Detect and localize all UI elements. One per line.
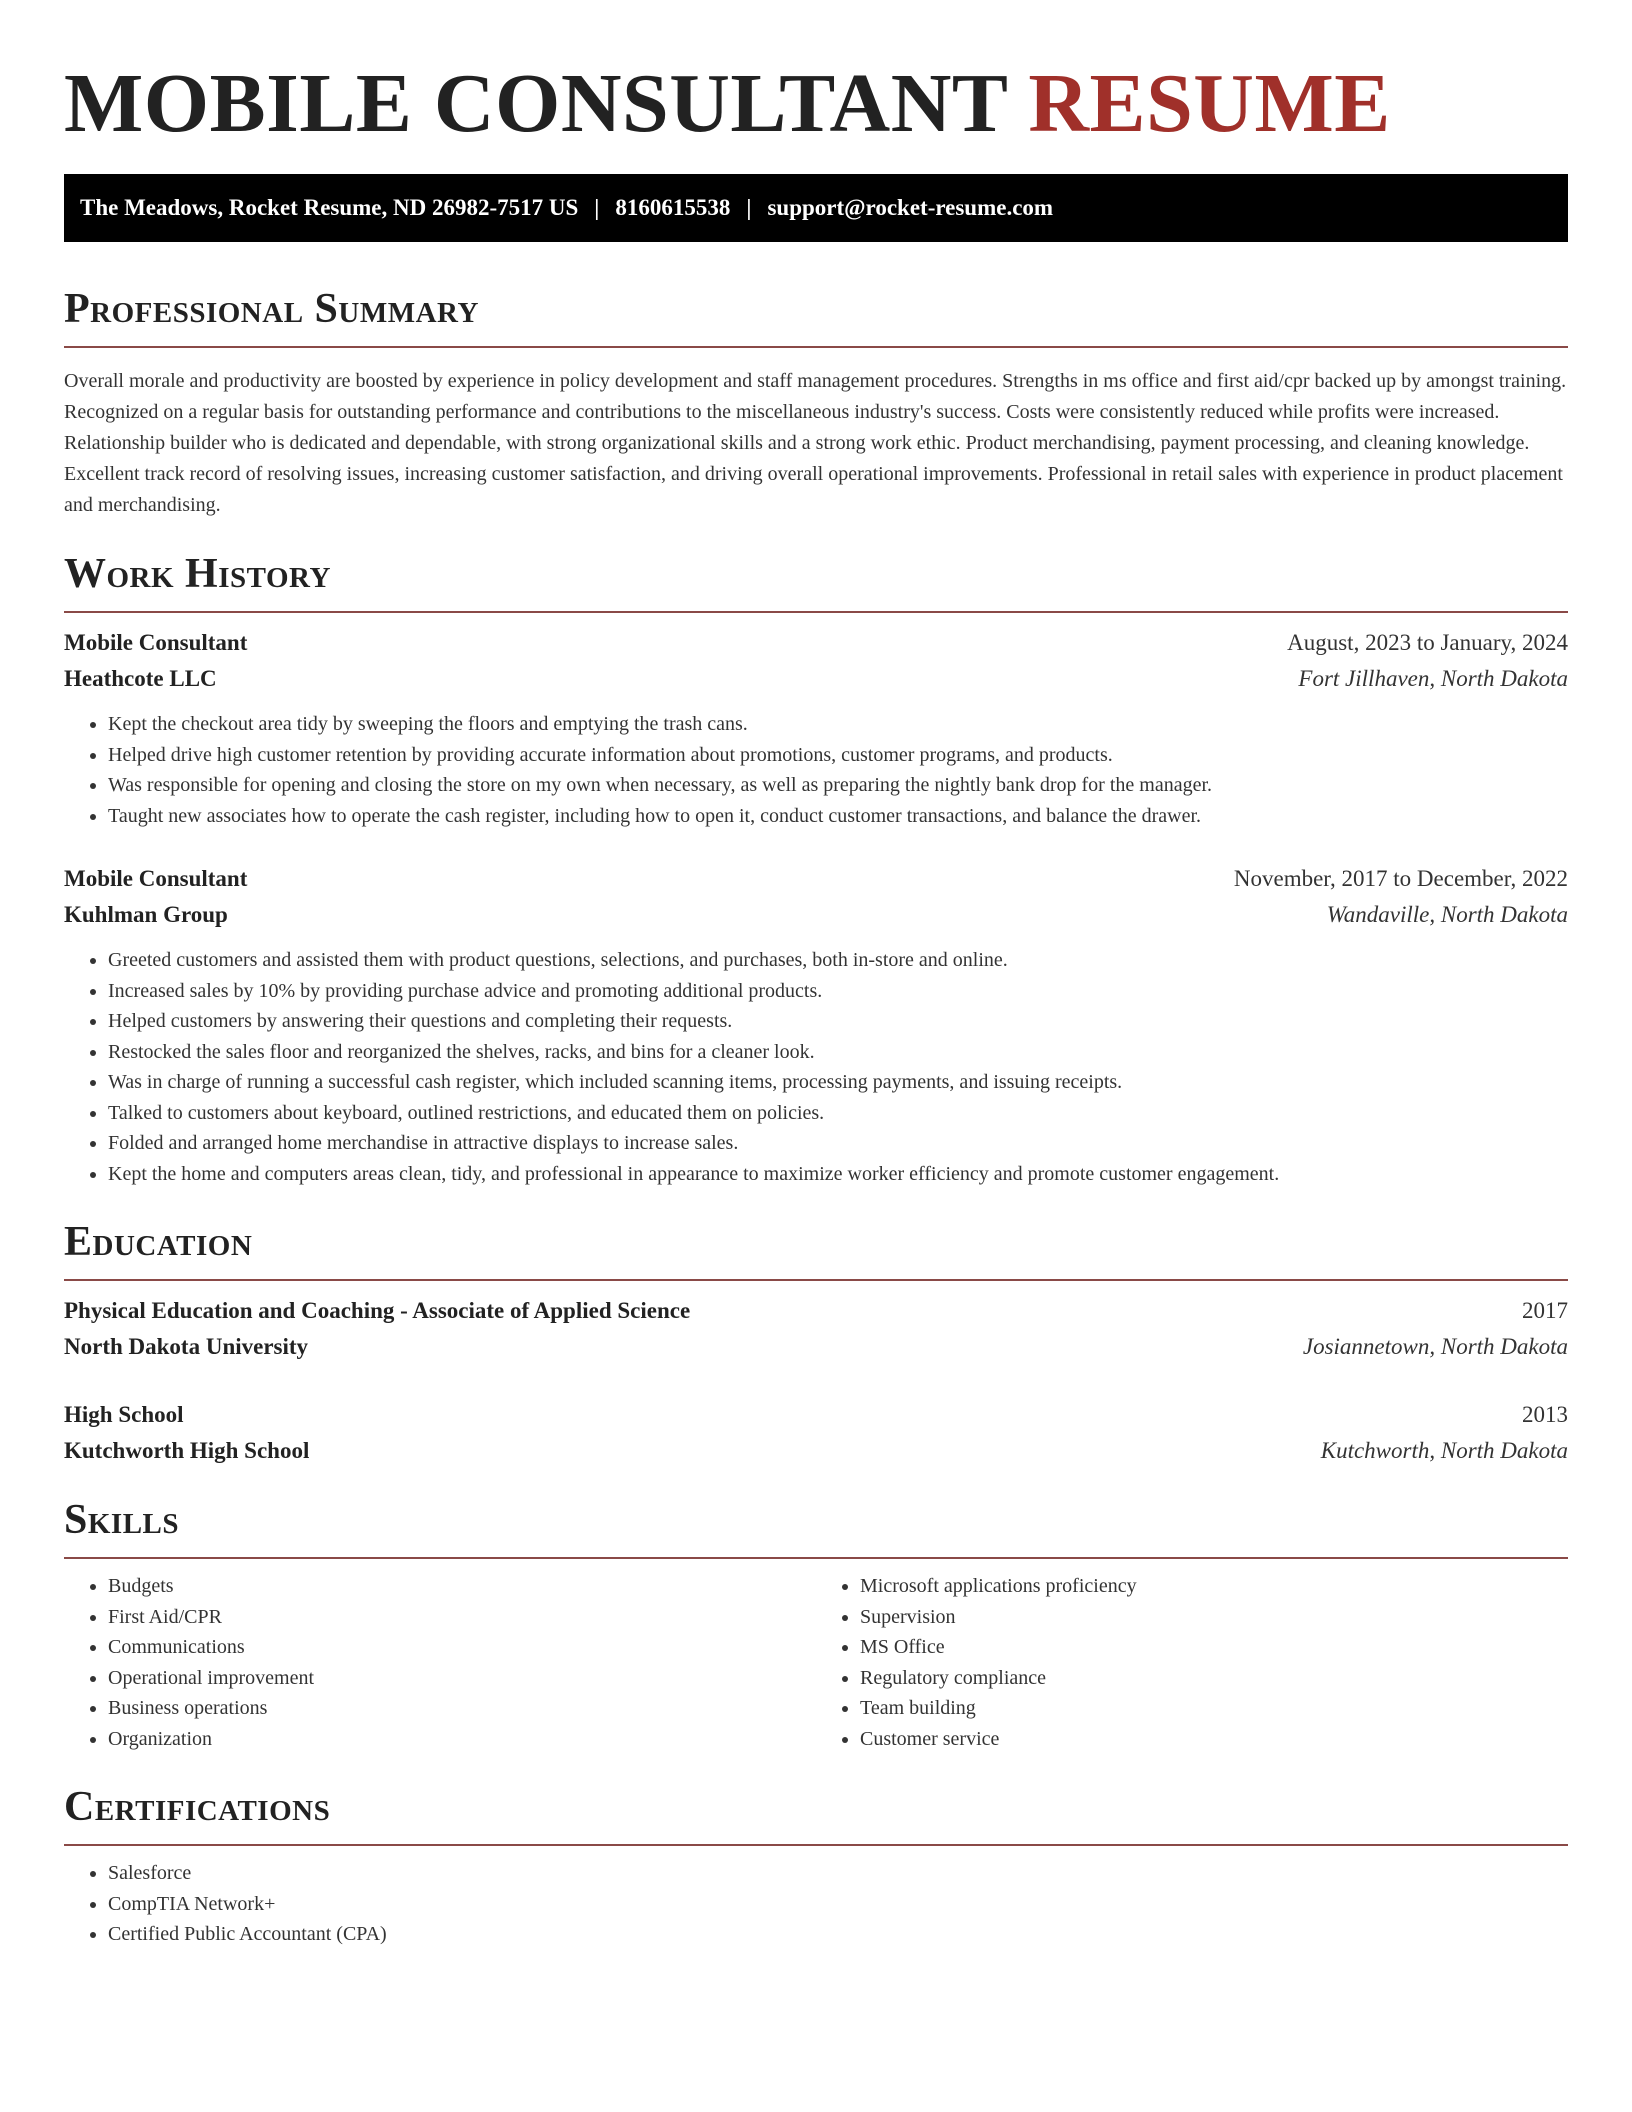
skill-item: • Budgets — [108, 1571, 816, 1602]
education-entry — [64, 1397, 1568, 1469]
summary-heading: Professional Summary — [64, 286, 479, 332]
section-divider — [64, 1557, 1568, 1559]
skill-item: • First Aid/CPR — [108, 1602, 816, 1633]
contact-address: The Meadows, Rocket Resume, ND 26982-7517 US — [80, 195, 579, 220]
job-bullet: • Talked to customers about keyboard, outlined restrictions, and educated them on policies. — [108, 1098, 1568, 1129]
job-bullet: • Folded and arranged home merchandise in attractive displays to increase sales. — [108, 1128, 1568, 1159]
job-company-row — [64, 661, 1568, 697]
skills-heading: Skills — [64, 1497, 180, 1543]
job-header-row — [64, 625, 1568, 661]
job-bullets — [64, 709, 1568, 831]
skill-item: • Regulatory compliance — [860, 1663, 1568, 1694]
section-divider — [64, 611, 1568, 613]
contact-separator: | — [594, 195, 600, 220]
certification-item: • Salesforce — [108, 1858, 1568, 1889]
education-year: 2017 — [1522, 1298, 1568, 1323]
section-divider — [64, 346, 1568, 348]
certification-item: • Certified Public Accountant (CPA) — [108, 1919, 1568, 1950]
job-bullet: • Helped customers by answering their questions and completing their requests. — [108, 1006, 1568, 1037]
contact-phone: 8160615538 — [615, 195, 731, 220]
section-divider — [64, 1844, 1568, 1846]
job-dates: August, 2023 to January, 2024 — [1287, 630, 1568, 655]
education-degree-row — [64, 1293, 1568, 1329]
job-bullet: • Helped drive high customer retention by providing accurate information about promotions, customer programs, and products. — [108, 740, 1568, 771]
job-company: Heathcote LLC — [64, 666, 217, 691]
job-bullet: • Kept the home and computers areas clean, tidy, and professional in appearance to maximize worker efficiency and promote customer engagement. — [108, 1159, 1568, 1190]
contact-email[interactable]: support@rocket-resume.com — [767, 195, 1054, 220]
education-location: Kutchworth, North Dakota — [1320, 1438, 1568, 1463]
job-location: Fort Jillhaven, North Dakota — [1298, 666, 1568, 691]
education-year: 2013 — [1522, 1402, 1568, 1427]
job-entry — [64, 861, 1568, 1189]
job-company-row — [64, 897, 1568, 933]
education-school-row — [64, 1329, 1568, 1365]
skill-item: • Communications — [108, 1632, 816, 1663]
skill-item: • Operational improvement — [108, 1663, 816, 1694]
job-bullet: • Taught new associates how to operate the cash register, including how to open it, conduct customer transactions, and balance the drawer. — [108, 801, 1568, 832]
contact-bar — [64, 174, 1568, 242]
job-bullets — [64, 945, 1568, 1189]
skills-column-left — [64, 1571, 816, 1754]
skill-item: • Business operations — [108, 1693, 816, 1724]
contact-separator: | — [746, 195, 752, 220]
education-school: North Dakota University — [64, 1334, 309, 1359]
education-degree: Physical Education and Coaching - Associate of Applied Science — [64, 1298, 691, 1323]
education-school: Kutchworth High School — [64, 1438, 310, 1463]
job-dates: November, 2017 to December, 2022 — [1233, 866, 1568, 891]
skill-item: • Team building — [860, 1693, 1568, 1724]
job-title: Mobile Consultant — [64, 630, 248, 655]
certification-item: • CompTIA Network+ — [108, 1889, 1568, 1920]
skill-item: • Supervision — [860, 1602, 1568, 1633]
education-entry — [64, 1293, 1568, 1365]
job-bullet: • Was in charge of running a successful cash register, which included scanning items, processing payments, and issuing receipts. — [108, 1067, 1568, 1098]
job-bullet: • Increased sales by 10% by providing purchase advice and promoting additional products. — [108, 976, 1568, 1007]
title-main: MOBILE CONSULTANT — [64, 57, 1007, 150]
skill-item: • Organization — [108, 1724, 816, 1755]
education-degree-row — [64, 1397, 1568, 1433]
certifications-heading: Certifications — [64, 1784, 331, 1830]
skills-column-right — [816, 1571, 1568, 1754]
job-location: Wandaville, North Dakota — [1326, 902, 1568, 927]
education-school-row — [64, 1433, 1568, 1469]
job-bullet: • Restocked the sales floor and reorganized the shelves, racks, and bins for a cleaner look. — [108, 1037, 1568, 1068]
title-accent: RESUME — [1028, 57, 1391, 150]
job-title: Mobile Consultant — [64, 866, 248, 891]
skills-list — [64, 1571, 1568, 1754]
job-bullet: • Was responsible for opening and closing the store on my own when necessary, as well as preparing the nightly bank drop for the manager. — [108, 770, 1568, 801]
certifications-list — [64, 1858, 1568, 1950]
job-bullet: • Greeted customers and assisted them with product questions, selections, and purchases, both in-store and online. — [108, 945, 1568, 976]
job-company: Kuhlman Group — [64, 902, 228, 927]
education-heading: Education — [64, 1219, 253, 1265]
section-divider — [64, 1279, 1568, 1281]
work-history-heading: Work History — [64, 551, 331, 597]
skill-item: • MS Office — [860, 1632, 1568, 1663]
education-degree: High School — [64, 1402, 184, 1427]
job-entry — [64, 625, 1568, 831]
skill-item: • Microsoft applications proficiency — [860, 1571, 1568, 1602]
job-bullet: • Kept the checkout area tidy by sweeping the floors and emptying the trash cans. — [108, 709, 1568, 740]
summary-text: Overall morale and productivity are boosted by experience in policy development and staff management procedures. Strengths in ms office and first aid/cpr backed up by amongst training. Recognized on a regular basis for outstanding performance and contributions to the miscellaneous industry's success. Costs were consistently reduced while profits were increased. Relationship builder who is dedicated and dependable, with strong organizational skills and a strong work ethic. Product merchandising, payment processing, and cleaning knowledge. Excellent track record of resolving issues, increasing customer satisfaction, and driving overall operational improvements. Professional in retail sales with experience in product placement and merchandising. — [64, 370, 1567, 516]
education-location: Josiannetown, North Dakota — [1302, 1334, 1568, 1359]
resume-title — [64, 56, 1568, 152]
job-header-row — [64, 861, 1568, 897]
skill-item: • Customer service — [860, 1724, 1568, 1755]
